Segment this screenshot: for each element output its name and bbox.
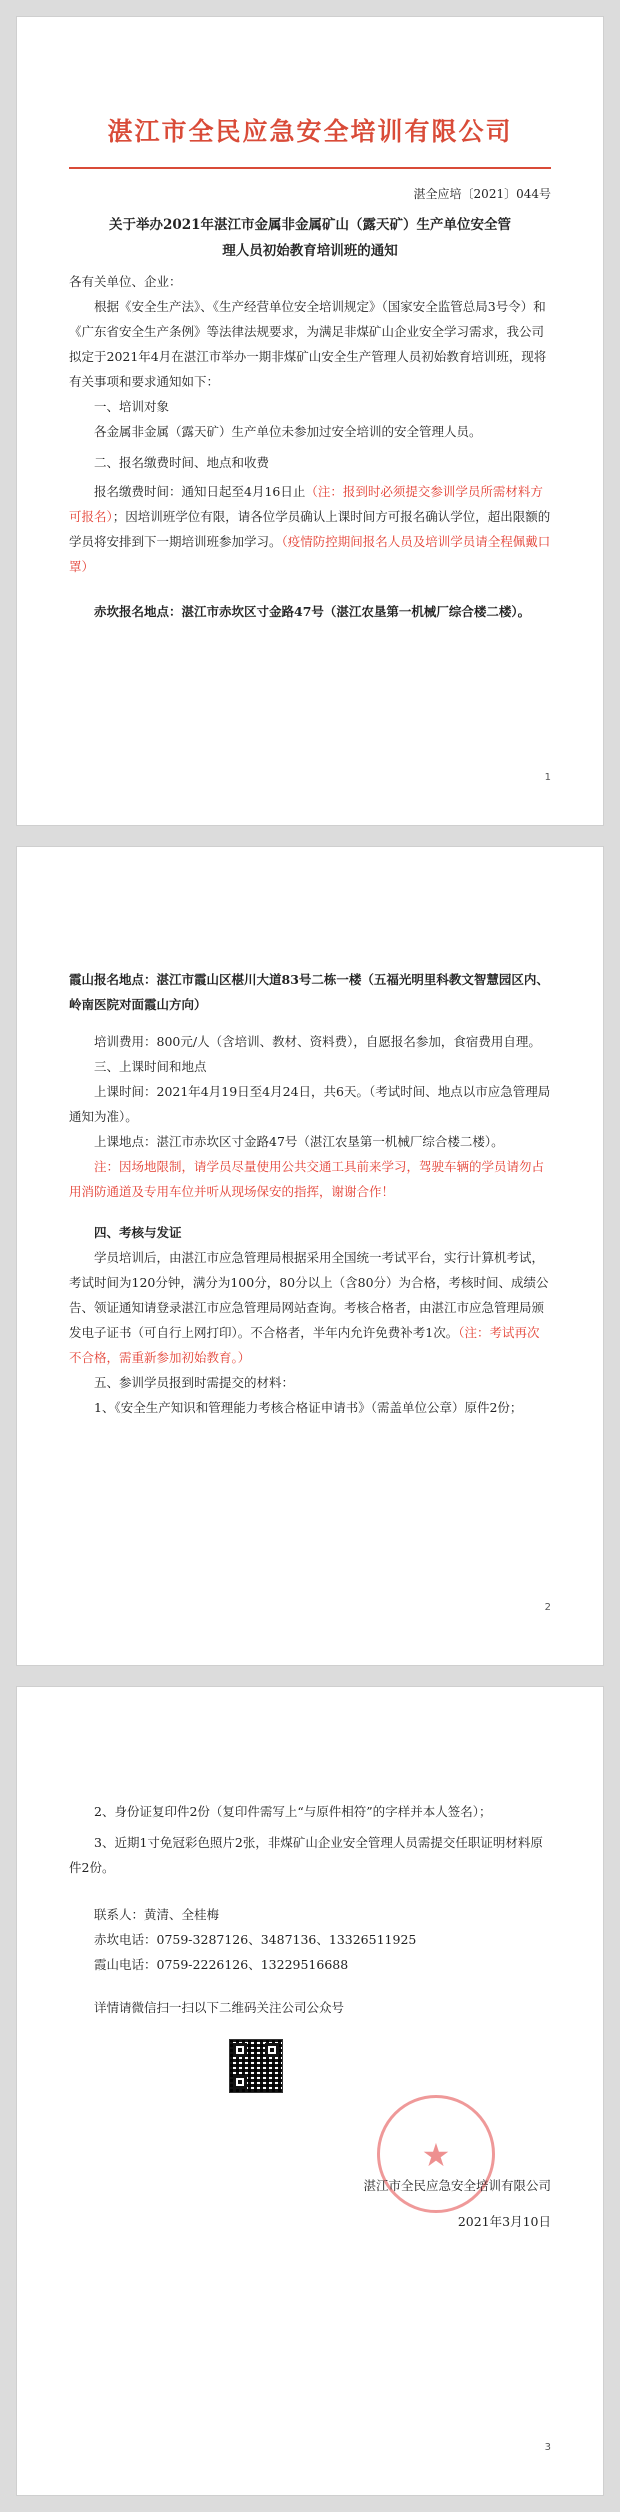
wechat-instruction: 详情请微信扫一扫以下二维码关注公司公众号 xyxy=(94,2000,345,2015)
materials-item-1: 1、《安全生产知识和管理能力考核合格证申请书》（需盖单位公章）原件2份； xyxy=(94,1400,523,1415)
notice-title-line-1: 关于举办2021年湛江市金属非金属矿山（露天矿）生产单位安全管 xyxy=(108,217,512,233)
section-1-heading: 一、培训对象 xyxy=(94,399,170,414)
class-time: 上课时间：2021年4月19日至4月24日，共6天。（考试时间、地点以市应急管理局通知为准）。 xyxy=(69,1084,551,1124)
page-number-1: 1 xyxy=(544,772,551,783)
materials-item-2: 2、身份证复印件2份（复印件需写上“与原件相符”的字样并本人签名）； xyxy=(94,1804,492,1819)
registration-note-red: （注：报到时必须提交参训学员所需材料方可报名） xyxy=(69,484,543,524)
xiashan-phone: 霞山电话：0759-2226126、13229516688 xyxy=(94,1957,349,1972)
section-5-heading: 五、参训学员报到时需提交的材料： xyxy=(94,1375,295,1390)
exam-certificate-paragraph xyxy=(69,1245,551,1370)
document-page-3 xyxy=(16,1686,604,2496)
signature-date: 2021年3月10日 xyxy=(457,2214,551,2229)
traffic-note-red: 注：因场地限制，请学员尽量使用公共交通工具前来学习，驾驶车辆的学员请勿占用消防通道及专用车位并听从现场保安的指挥，谢谢合作！ xyxy=(69,1159,545,1199)
page-2-body xyxy=(69,967,551,1420)
wechat-qr-code[interactable] xyxy=(229,2039,283,2093)
retake-note-red: （注：考试再次不合格，需重新参加初始教育。） xyxy=(69,1325,540,1365)
document-number: 湛全应培〔2021〕044号 xyxy=(413,187,551,201)
section-1-body: 各金属非金属（露天矿）生产单位未参加过安全培训的安全管理人员。 xyxy=(94,424,482,439)
page-3-body xyxy=(69,1799,551,2020)
salutation: 各有关单位、企业： xyxy=(69,274,182,289)
document-page-2 xyxy=(16,846,604,1666)
document-page-1 xyxy=(16,16,604,826)
section-2-heading: 二、报名缴费时间、地点和收费 xyxy=(94,455,270,470)
xiashan-registration-address: 霞山报名地点：湛江市霞山区椹川大道83号二栋一楼（五福光明里科教文智慧园区内、岭南医院对面霞山方向） xyxy=(69,972,549,1012)
exam-description: 学员培训后，由湛江市应急管理局根据采用全国统一考试平台，实行计算机考试，考试时间为120分钟，满分为100分，80分以上（含80分）为合格，考核时间、成绩公告、领证通知请登录湛江市应急管理局网站查询。考核合格者，由湛江市应急管理局颁发电子证书（可自行上网打印）。不合格者，半年内允许免费补考1次。 xyxy=(69,1250,549,1340)
header-company-title: 湛江市全民应急安全培训有限公司 xyxy=(107,117,513,146)
training-fee: 培训费用：800元/人（含培训、教材、资料费），自愿报名参加，食宿费用自理。 xyxy=(94,1034,541,1049)
header-divider xyxy=(69,167,551,169)
notice-title-line-2: 理人员初始教育培训班的通知 xyxy=(222,243,398,259)
page-1-body xyxy=(69,269,551,624)
company-seal: ★ xyxy=(377,2095,495,2213)
section-4-heading: 四、考核与发证 xyxy=(94,1225,182,1240)
contact-persons: 联系人：黄清、全桂梅 xyxy=(94,1907,220,1922)
notice-title xyxy=(63,212,557,264)
registration-time-text: 报名缴费时间：通知日起至4月16日止 xyxy=(94,484,306,499)
registration-seat-text: ；因培训班学位有限，请各位学员确认上课时间方可报名确认学位，超出限额的学员将安排到下一期培训班参加学习。 xyxy=(69,509,551,549)
page-number-2: 2 xyxy=(544,1602,551,1613)
materials-item-3: 3、近期1寸免冠彩色照片2张，非煤矿山企业安全管理人员需提交任职证明材料原件2份。 xyxy=(69,1835,543,1875)
page-number-3: 3 xyxy=(544,2442,551,2453)
registration-time-paragraph xyxy=(69,479,551,579)
epidemic-note-red: （疫情防控期间报名人员及培训学员请全程佩戴口罩） xyxy=(69,534,551,574)
signature-company: 湛江市全民应急安全培训有限公司 xyxy=(363,2178,551,2193)
class-location: 上课地点：湛江市赤坎区寸金路47号（湛江农垦第一机械厂综合楼二楼）。 xyxy=(94,1134,504,1149)
chikan-registration-address: 赤坎报名地点：湛江市赤坎区寸金路47号（湛江农垦第一机械厂综合楼二楼）。 xyxy=(94,604,531,619)
chikan-phone: 赤坎电话：0759-3287126、3487136、13326511925 xyxy=(94,1932,417,1947)
section-3-heading: 三、上课时间和地点 xyxy=(94,1059,207,1074)
intro-paragraph: 根据《安全生产法》、《生产经营单位安全培训规定》（国家安全监管总局3号令）和《广东省安全生产条例》等法律法规要求，为满足非煤矿山企业安全学习需求，我公司拟定于2021年4月在湛江市举办一期非煤矿山安全生产管理人员初始教育培训班，现将有关事项和要求通知如下： xyxy=(69,299,547,389)
signature-block xyxy=(69,2173,551,2235)
